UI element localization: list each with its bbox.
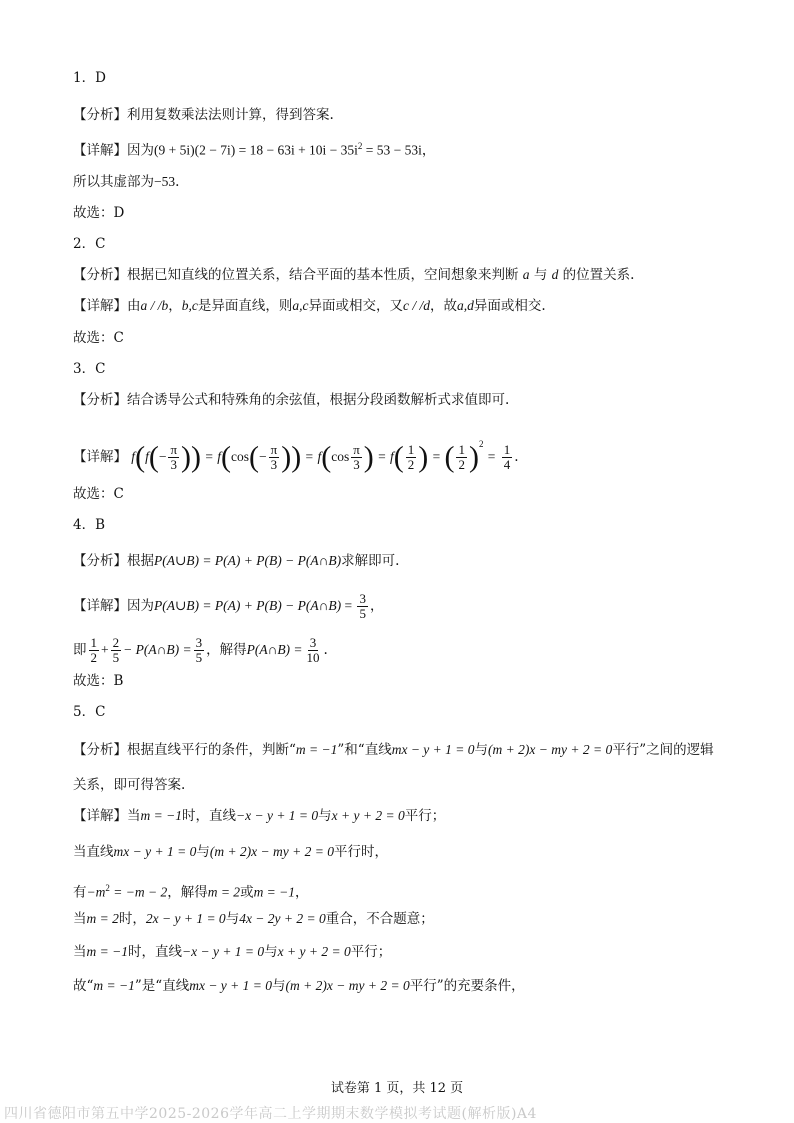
- q2-answer: 2．C: [73, 236, 106, 252]
- q5-analysis-1: 【分析】根据直线平行的条件，判断“m = −1”和“直线mx − y + 1 = 0与(m + 2)x − my + 2 = 0平行”之间的逻辑: [73, 742, 714, 758]
- q3-detail: 【详解】 f(f(− $\frac{\pi}{3}$ )) = f(cos(− $\frac{\pi}{3}$ )) = f(cos $\frac{\pi}{3}$ ) = f( $\frac{1}{2}$ ) = ( $\frac{1}{2}$ )$^2$ = $\frac{1}{4}$ .: [73, 439, 519, 474]
- q4-solve: 即 $\frac{1}{2}$ + $\frac{2}{5}$ − P(A∩B) = $\frac{3}{5}$ ，解得P(A∩B) = $\frac{3}{10}$ .: [73, 635, 328, 665]
- q2-choice: 故选：C: [73, 330, 124, 346]
- q5-analysis-2: 关系，即可得答案.: [73, 777, 186, 793]
- q2-detail: 【详解】由a / /b，b,c是异面直线，则a,c异面或相交，又c / /d，故a,d异面或相交.: [73, 298, 546, 314]
- q5-conclusion: 故“m = −1”是“直线mx − y + 1 = 0与(m + 2)x − my + 2 = 0平行”的充要条件，: [73, 978, 525, 994]
- q5-detail-2: 当直线mx − y + 1 = 0与(m + 2)x − my + 2 = 0平行时，: [73, 844, 388, 860]
- watermark: 四川省德阳市第五中学2025-2026学年高二上学期期末数学模拟考试题(解析版)A4: [4, 1106, 537, 1122]
- q4-choice: 故选：B: [73, 673, 124, 689]
- q3-answer: 3．C: [73, 361, 106, 377]
- q1-analysis: 【分析】利用复数乘法法则计算，得到答案.: [73, 107, 334, 123]
- q4-answer: 4．B: [73, 517, 106, 533]
- q3-analysis: 【分析】结合诱导公式和特殊角的余弦值，根据分段函数解析式求值即可.: [73, 392, 510, 408]
- page-footer: 试卷第 1 页，共 12 页: [330, 1081, 464, 1096]
- q3-choice: 故选：C: [73, 486, 124, 502]
- q5-detail-1: 【详解】当m = −1时，直线−x − y + 1 = 0与x + y + 2 = 0平行；: [73, 808, 446, 824]
- q5-detail-3: 有$-m^2 = -m - 2$，解得m = 2或m = −1，: [73, 883, 309, 901]
- q1-detail: 【详解】因为$(9 + 5i)(2 - 7i) = 18 - 63i + 10i - 35i^2 = 53 - 53i$，: [73, 141, 436, 159]
- q4-detail: 【详解】因为P(A∪B) = P(A) + P(B) − P(A∩B) = $\frac{3}{5}$ ，: [73, 591, 384, 621]
- q5-answer: 5．C: [73, 704, 106, 720]
- q5-detail-5: 当m = −1时，直线−x − y + 1 = 0与x + y + 2 = 0平行；: [73, 944, 392, 960]
- q4-analysis: 【分析】根据P(A∪B) = P(A) + P(B) − P(A∩B)求解即可.: [73, 553, 400, 569]
- q1-choice: 故选：D: [73, 205, 125, 221]
- q1-answer: 1．D: [73, 70, 106, 86]
- q2-analysis: 【分析】根据已知直线的位置关系，结合平面的基本性质，空间想象来判断 a 与 d 的位置关系.: [73, 267, 635, 283]
- q5-detail-4: 当m = 2时，2x − y + 1 = 0与4x − 2y + 2 = 0重合，不合题意；: [73, 911, 434, 927]
- q1-imag-part: 所以其虚部为−53.: [73, 174, 180, 190]
